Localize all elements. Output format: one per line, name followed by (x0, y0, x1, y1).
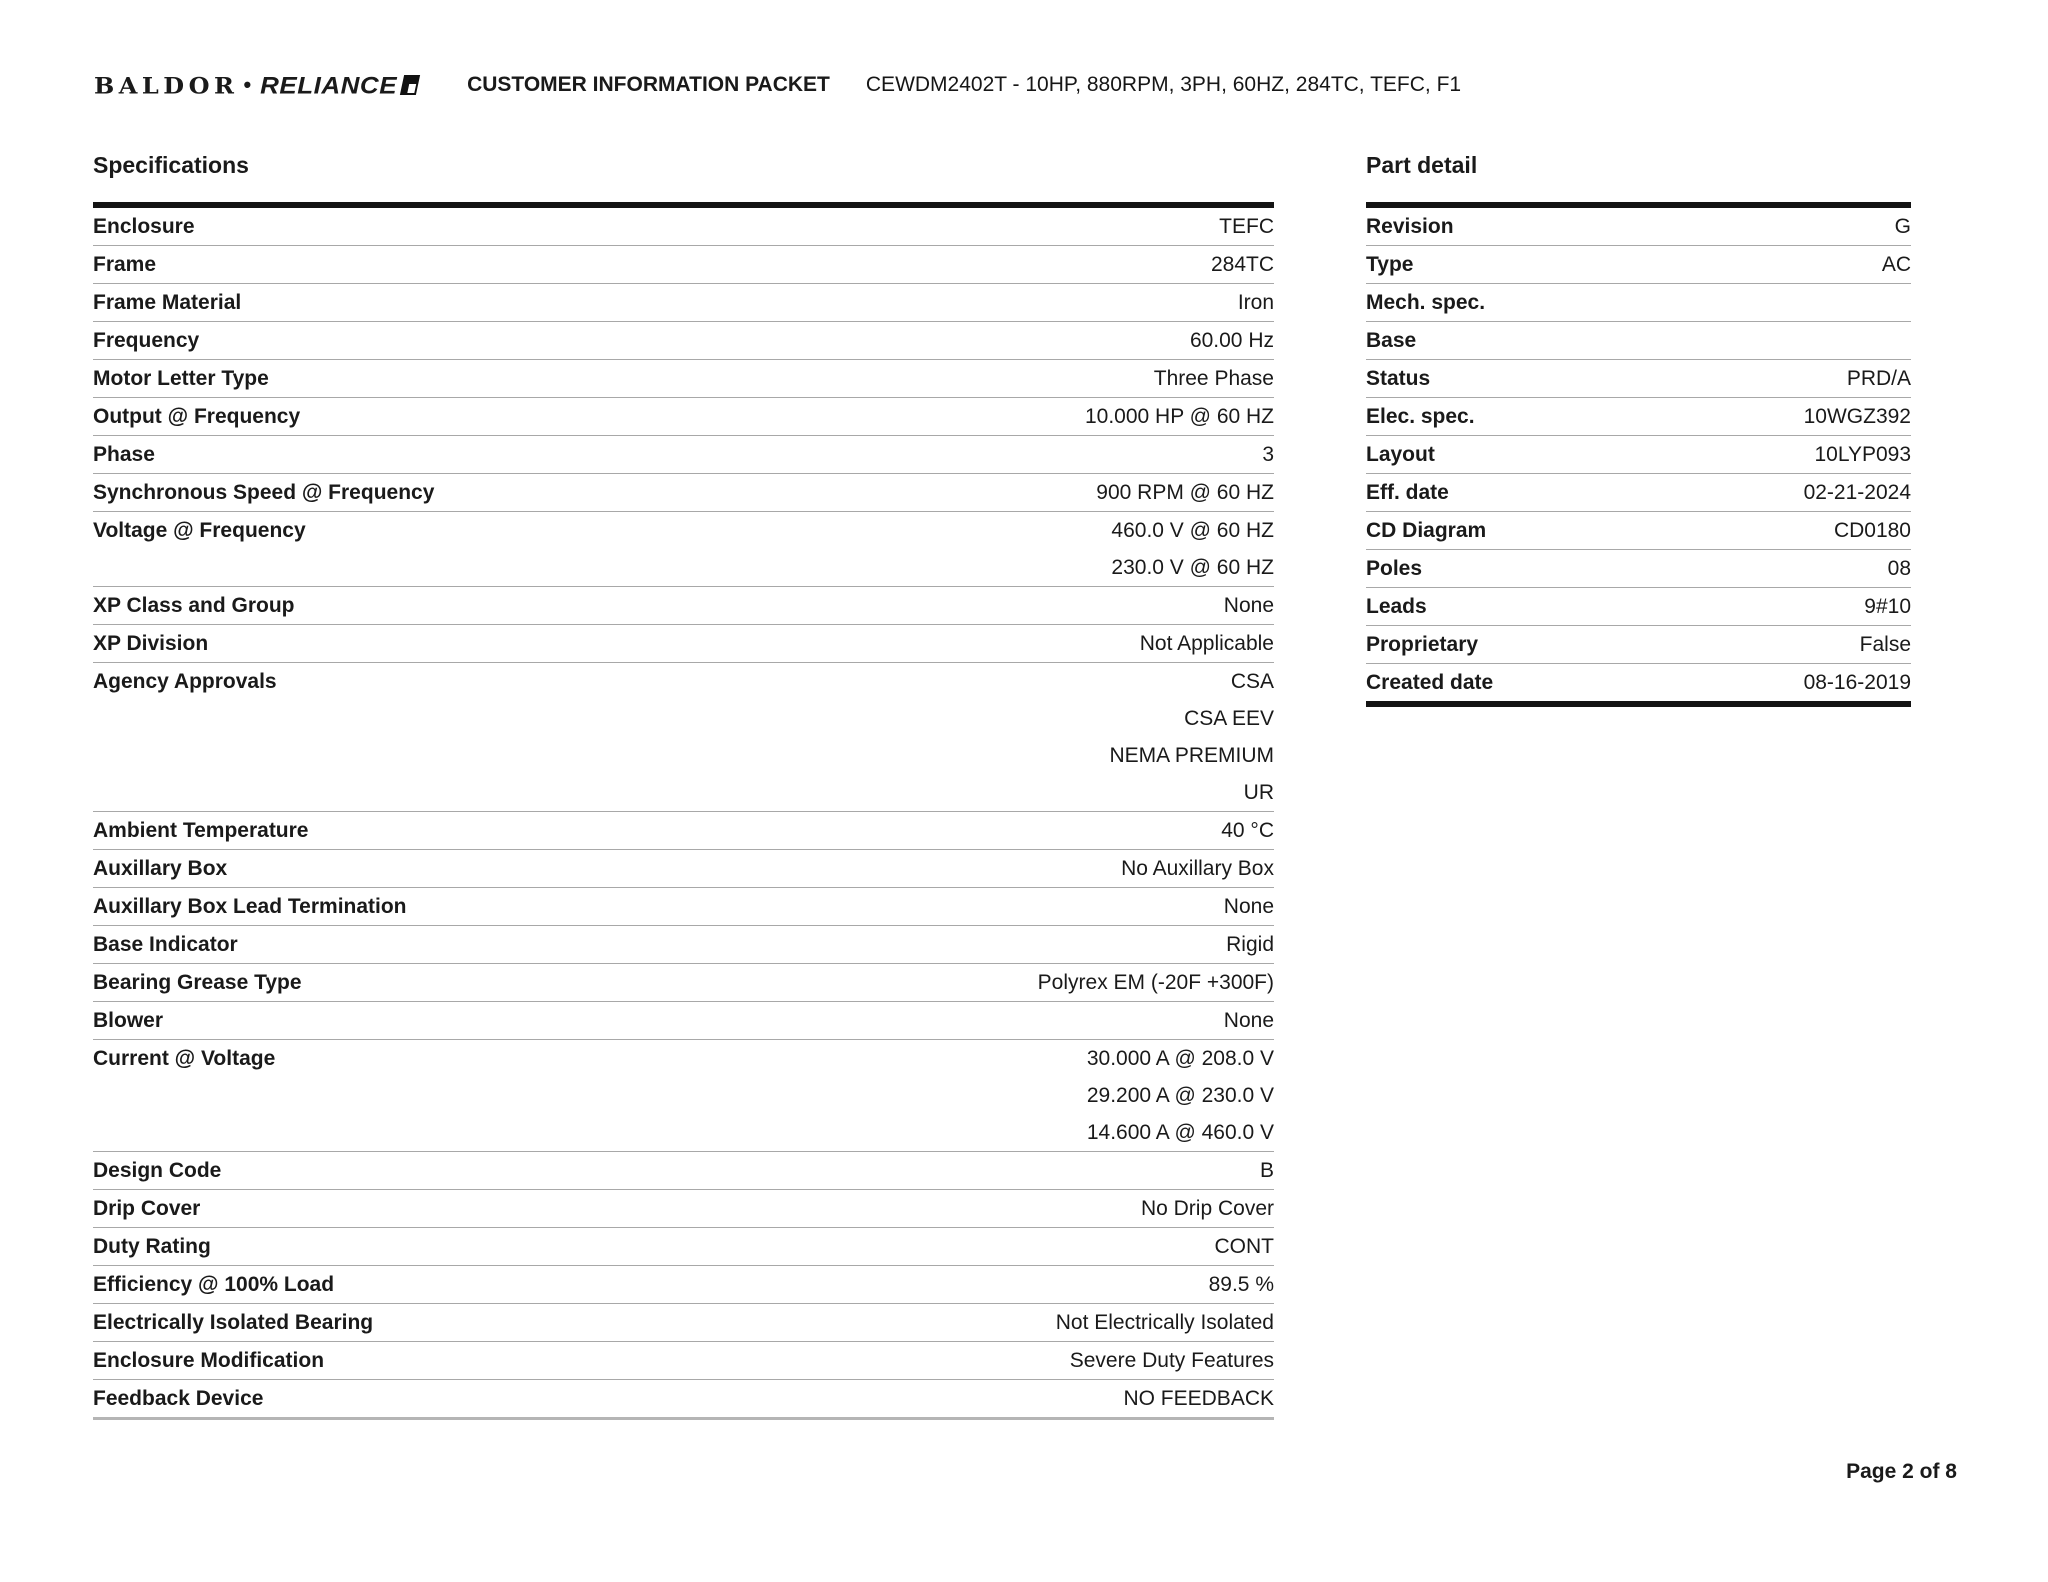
part-values (1804, 474, 1911, 511)
part-row (1366, 474, 1911, 512)
value-line: 14.600 A @ 460.0 V (1086, 1121, 1274, 1144)
value-line (1905, 284, 1911, 321)
value-line: No Auxillary Box (1121, 857, 1274, 880)
value-line: Three Phase (1153, 367, 1274, 390)
spec-values (1238, 284, 1274, 321)
part-row (1366, 322, 1911, 360)
value-line: CD0180 (1833, 519, 1911, 542)
spec-row (93, 663, 1274, 812)
specifications-section (93, 152, 1274, 1420)
page-footer (1846, 1460, 1957, 1484)
spec-row (93, 360, 1274, 398)
spec-row (93, 246, 1274, 284)
spec-label: Enclosure Modification (93, 1349, 325, 1372)
spec-label: Enclosure (93, 215, 195, 238)
spec-label: Agency Approvals (93, 670, 277, 693)
spec-values (1226, 926, 1274, 963)
spec-values (1140, 625, 1274, 662)
part-values (1864, 588, 1911, 625)
part-detail-title: Part detail (1366, 152, 1478, 178)
value-line: 3 (1262, 443, 1274, 466)
spec-label: Bearing Grease Type (93, 971, 302, 994)
part-values (1905, 284, 1911, 321)
spec-row (93, 587, 1274, 625)
brand-reliance: RELIANCE (260, 70, 398, 99)
value-line (1905, 322, 1911, 359)
spec-values (1087, 1040, 1274, 1151)
part-row (1366, 664, 1911, 707)
part-label: Mech. spec. (1366, 291, 1486, 314)
spec-row (93, 1152, 1274, 1190)
spec-row (93, 398, 1274, 436)
part-label: Leads (1366, 595, 1427, 618)
part-row (1366, 436, 1911, 474)
spec-values (1190, 322, 1274, 359)
value-line: Iron (1237, 291, 1274, 314)
spec-label: Blower (93, 1009, 164, 1032)
value-line: NEMA PREMIUM (1109, 744, 1274, 767)
spec-label: Auxillary Box (93, 857, 228, 880)
part-values (1814, 436, 1911, 473)
spec-label: XP Class and Group (93, 594, 295, 617)
spec-row (93, 436, 1274, 474)
value-line: PRD/A (1846, 367, 1911, 390)
spec-values (1262, 436, 1274, 473)
part-values (1860, 626, 1911, 663)
part-row (1366, 550, 1911, 588)
value-line: TEFC (1219, 215, 1274, 238)
spec-row (93, 1002, 1274, 1040)
specifications-title: Specifications (93, 152, 249, 178)
spec-values (1215, 1228, 1275, 1265)
part-row (1366, 588, 1911, 626)
value-line: Not Electrically Isolated (1055, 1311, 1274, 1334)
spec-values (1224, 587, 1274, 624)
spec-label: Frame (93, 253, 157, 276)
spec-values (1070, 1342, 1274, 1379)
part-values (1895, 208, 1911, 245)
spec-label: Voltage @ Frequency (93, 519, 306, 542)
spec-label: Efficiency @ 100% Load (93, 1273, 335, 1296)
value-line: 02-21-2024 (1803, 481, 1911, 504)
value-line: None (1223, 594, 1274, 617)
spec-values (1209, 1266, 1274, 1303)
spec-label: Current @ Voltage (93, 1047, 276, 1070)
spec-label: Output @ Frequency (93, 405, 301, 428)
value-line: CSA (1230, 670, 1274, 693)
part-label: Layout (1366, 443, 1435, 466)
spec-values (1141, 1190, 1274, 1227)
spec-row (93, 964, 1274, 1002)
value-line: G (1894, 215, 1911, 238)
value-line: None (1223, 895, 1274, 918)
value-line: 40 °C (1221, 819, 1274, 842)
part-values (1804, 398, 1911, 435)
spec-row (93, 1228, 1274, 1266)
value-line: 30.000 A @ 208.0 V (1086, 1047, 1274, 1070)
value-line: 10WGZ392 (1803, 405, 1911, 428)
value-line: 89.5 % (1208, 1273, 1274, 1296)
value-line: Not Applicable (1139, 632, 1274, 655)
spec-row (93, 1304, 1274, 1342)
spec-values (1109, 663, 1274, 811)
part-values (1905, 322, 1911, 359)
spec-values (1111, 512, 1274, 586)
part-values (1888, 550, 1911, 587)
spec-label: XP Division (93, 632, 209, 655)
spec-label: Ambient Temperature (93, 819, 309, 842)
spec-row (93, 284, 1274, 322)
spec-row (93, 1040, 1274, 1152)
spec-row (93, 625, 1274, 663)
value-line: 60.00 Hz (1189, 329, 1274, 352)
part-number-line: CEWDM2402T - 10HP, 880RPM, 3PH, 60HZ, 284TC, TEFC, F1 (865, 73, 1462, 96)
value-line: 10LYP093 (1814, 443, 1911, 466)
spec-row (93, 850, 1274, 888)
spec-values (1096, 474, 1274, 511)
value-line: None (1223, 1009, 1274, 1032)
part-row (1366, 246, 1911, 284)
spec-label: Motor Letter Type (93, 367, 269, 390)
value-line: False (1859, 633, 1911, 656)
spec-values (1211, 246, 1274, 283)
spec-row (93, 322, 1274, 360)
value-line: CONT (1214, 1235, 1274, 1258)
spec-values (1121, 850, 1274, 887)
part-label: Poles (1366, 557, 1423, 580)
spec-values (1224, 888, 1274, 925)
part-detail-section (1366, 152, 1911, 707)
spec-label: Phase (93, 443, 155, 466)
spec-values (1085, 398, 1274, 435)
spec-label: Base Indicator (93, 933, 238, 956)
spec-values (1219, 208, 1274, 245)
value-line: Severe Duty Features (1069, 1349, 1274, 1372)
spec-row (93, 208, 1274, 246)
registered-mark-icon (400, 75, 420, 95)
spec-row (93, 1190, 1274, 1228)
value-line: CSA EEV (1184, 707, 1274, 730)
spec-label: Feedback Device (93, 1387, 264, 1410)
value-line: 284TC (1210, 253, 1274, 276)
value-line: UR (1243, 781, 1274, 804)
spec-row (93, 888, 1274, 926)
part-detail-table (1366, 202, 1911, 707)
value-line: 10.000 HP @ 60 HZ (1084, 405, 1274, 428)
spec-row (93, 1342, 1274, 1380)
specifications-table (93, 202, 1274, 1420)
value-line: 900 RPM @ 60 HZ (1096, 481, 1274, 504)
spec-label: Duty Rating (93, 1235, 211, 1258)
spec-values (1260, 1152, 1274, 1189)
part-label: Created date (1366, 671, 1494, 694)
value-line: 230.0 V @ 60 HZ (1111, 556, 1274, 579)
page-header (94, 68, 1461, 102)
spec-values (1154, 360, 1274, 397)
spec-values (1221, 812, 1274, 849)
spec-label: Frame Material (93, 291, 242, 314)
part-label: CD Diagram (1366, 519, 1487, 542)
part-values (1847, 360, 1911, 397)
value-line: B (1259, 1159, 1274, 1182)
part-label: Proprietary (1366, 633, 1479, 656)
part-row (1366, 398, 1911, 436)
value-line: 08 (1887, 557, 1911, 580)
spec-values (1038, 964, 1274, 1001)
part-row (1366, 512, 1911, 550)
part-label: Status (1366, 367, 1431, 390)
value-line: Polyrex EM (-20F +300F) (1037, 971, 1274, 994)
part-label: Type (1366, 253, 1414, 276)
value-line: 9#10 (1864, 595, 1911, 618)
brand-baldor: BALDOR (94, 71, 239, 99)
logo-dot-icon: • (243, 72, 252, 97)
spec-row (93, 474, 1274, 512)
part-label: Eff. date (1366, 481, 1449, 504)
part-values (1834, 512, 1911, 549)
value-line: 29.200 A @ 230.0 V (1086, 1084, 1274, 1107)
spec-row (93, 812, 1274, 850)
spec-label: Design Code (93, 1159, 222, 1182)
part-label: Revision (1366, 215, 1454, 238)
spec-label: Auxillary Box Lead Termination (93, 895, 407, 918)
baldor-reliance-logo (94, 70, 418, 101)
document-title: CUSTOMER INFORMATION PACKET (467, 73, 830, 96)
part-row (1366, 284, 1911, 322)
value-line: 460.0 V @ 60 HZ (1111, 519, 1274, 542)
spec-row (93, 1380, 1274, 1420)
spec-row (93, 926, 1274, 964)
value-line: No Drip Cover (1140, 1197, 1274, 1220)
part-label: Elec. spec. (1366, 405, 1475, 428)
part-label: Base (1366, 329, 1417, 352)
value-line: AC (1881, 253, 1911, 276)
spec-values (1056, 1304, 1274, 1341)
spec-values (1123, 1380, 1274, 1417)
spec-label: Synchronous Speed @ Frequency (93, 481, 435, 504)
spec-label: Drip Cover (93, 1197, 201, 1220)
part-values (1882, 246, 1911, 283)
value-line: Rigid (1226, 933, 1274, 956)
part-values (1804, 664, 1911, 701)
part-row (1366, 626, 1911, 664)
spec-row (93, 512, 1274, 587)
part-row (1366, 360, 1911, 398)
page-number: Page 2 of 8 (1846, 1460, 1957, 1483)
spec-label: Frequency (93, 329, 200, 352)
value-line: 08-16-2019 (1803, 671, 1911, 694)
spec-values (1224, 1002, 1274, 1039)
spec-label: Electrically Isolated Bearing (93, 1311, 374, 1334)
value-line: NO FEEDBACK (1123, 1387, 1274, 1410)
spec-row (93, 1266, 1274, 1304)
part-row (1366, 208, 1911, 246)
